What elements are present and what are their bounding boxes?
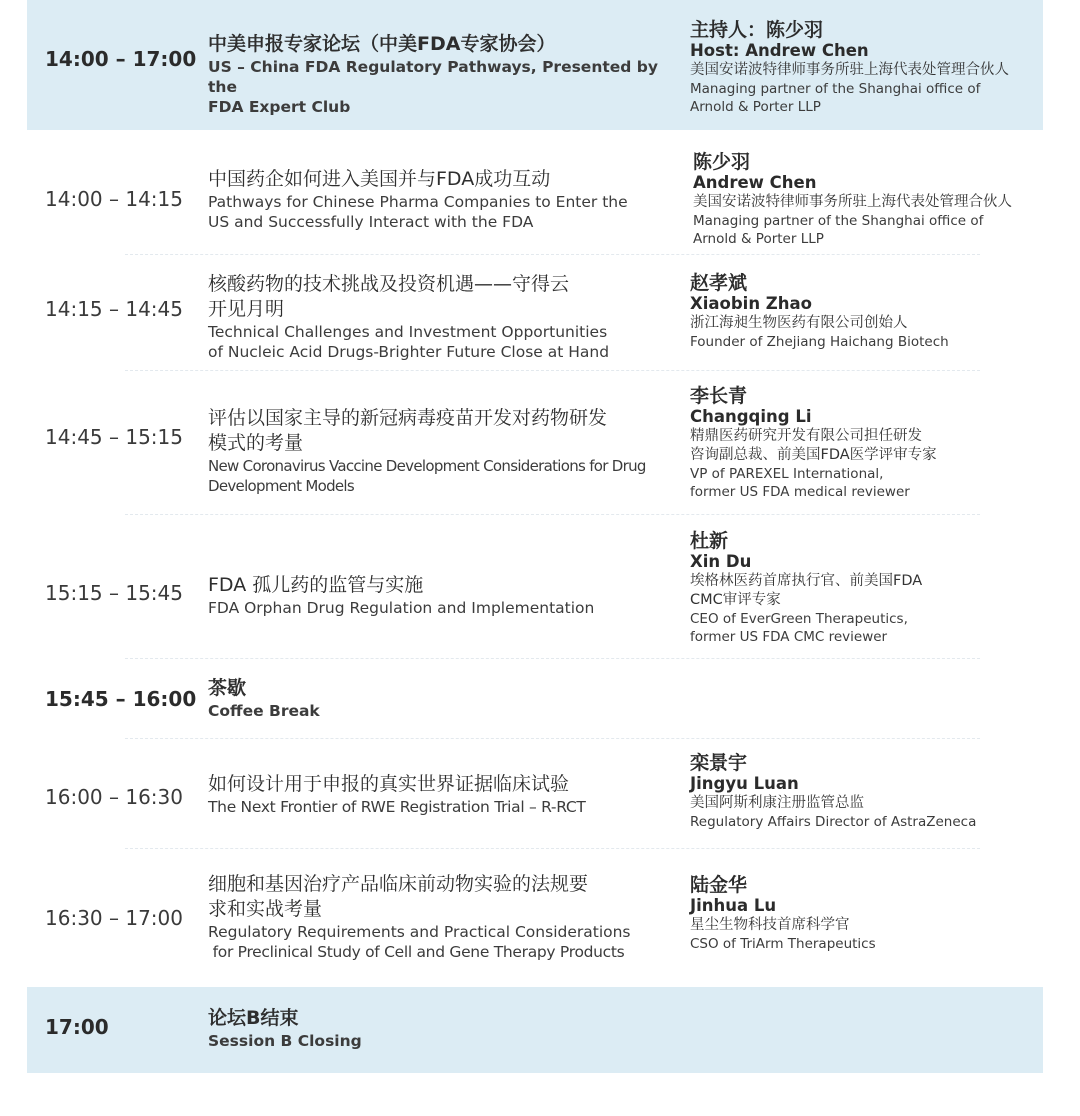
speaker-desc-en: Regulatory Affairs Director of AstraZeneca <box>690 814 977 830</box>
title-en-line: Coffee Break <box>208 702 320 720</box>
talk-title <box>208 872 678 962</box>
speaker-name-zh: 栾景宇 <box>690 752 748 774</box>
talk-title <box>208 406 678 496</box>
speaker-info <box>693 151 1043 248</box>
speaker-desc-en: former US FDA CMC reviewer <box>690 629 888 645</box>
title-zh: 如何设计用于申报的真实世界证据临床试验 <box>208 773 570 795</box>
host-info <box>690 19 1040 116</box>
talk-title <box>208 772 678 817</box>
speaker-desc-zh: 咨询副总裁、前美国FDA医学评审专家 <box>690 447 937 463</box>
title-zh: 开见月明 <box>208 298 285 320</box>
time-slot: 16:30 – 17:00 <box>45 906 183 930</box>
talk-title <box>208 573 678 618</box>
host-desc-en: Arnold & Porter LLP <box>690 99 821 115</box>
host-desc-en: Managing partner of the Shanghai office of <box>690 81 981 97</box>
title-zh: 茶歇 <box>208 677 247 699</box>
row-divider <box>125 848 980 849</box>
speaker-desc-zh: 星尘生物科技首席科学官 <box>690 917 850 933</box>
speaker-desc-en: Managing partner of the Shanghai office of <box>693 213 984 229</box>
speaker-name-zh: 赵孝斌 <box>690 272 748 294</box>
title-en-line: of Nucleic Acid Drugs-Brighter Future Close at Hand <box>208 343 610 361</box>
session-title <box>208 32 678 117</box>
agenda-row <box>27 516 1043 658</box>
agenda-row <box>27 850 1043 986</box>
title-zh: FDA 孤儿药的监管与实施 <box>208 574 424 596</box>
time-slot: 14:45 – 15:15 <box>45 425 183 449</box>
title-en-line: FDA Orphan Drug Regulation and Implementation <box>208 599 595 617</box>
title-zh: 核酸药物的技术挑战及投资机遇——守得云 <box>208 273 570 295</box>
speaker-name-en: Jinhua Lu <box>690 896 777 915</box>
speaker-desc-en: former US FDA medical reviewer <box>690 484 910 500</box>
row-divider <box>125 658 980 659</box>
title-en-line: for Preclinical Study of Cell and Gene Therapy Products <box>208 943 625 961</box>
speaker-name-en: Xin Du <box>690 552 752 571</box>
host-desc-zh: 美国安诺波特律师事务所驻上海代表处管理合伙人 <box>690 62 1009 78</box>
speaker-desc-zh: 埃格林医药首席执行官、前美国FDA <box>690 573 923 589</box>
talk-title <box>208 167 678 232</box>
agenda-row <box>27 130 1043 254</box>
speaker-desc-en: CSO of TriArm Therapeutics <box>690 936 876 952</box>
speaker-desc-en: Founder of Zhejiang Haichang Biotech <box>690 334 949 350</box>
title-en-line: Regulatory Requirements and Practical Considerations <box>208 923 631 941</box>
row-divider <box>125 514 980 515</box>
speaker-info <box>690 530 1040 646</box>
agenda-row-break <box>27 660 1043 738</box>
title-zh: 细胞和基因治疗产品临床前动物实验的法规要 <box>208 873 589 895</box>
title-en-line: Pathways for Chinese Pharma Companies to Enter the <box>208 193 628 211</box>
agenda-row-session-header <box>27 0 1043 130</box>
title-en-line: Development Models <box>208 477 354 495</box>
closing-title <box>208 1006 678 1051</box>
time-slot: 15:15 – 15:45 <box>45 581 183 605</box>
title-zh: 模式的考量 <box>208 432 304 454</box>
title-zh: 中美申报专家论坛（中美FDA专家协会） <box>208 33 556 55</box>
speaker-desc-zh: 精鼎医药研究开发有限公司担任研发 <box>690 428 922 444</box>
title-en-line: Technical Challenges and Investment Opportunities <box>208 323 608 341</box>
time-slot: 16:00 – 16:30 <box>45 785 183 809</box>
speaker-name-en: Andrew Chen <box>693 173 817 192</box>
title-en-line: The Next Frontier of RWE Registration Trial – R-RCT <box>208 798 586 816</box>
speaker-name-zh: 陈少羽 <box>693 151 751 173</box>
speaker-name-en: Xiaobin Zhao <box>690 294 812 313</box>
speaker-name-zh: 陆金华 <box>690 874 748 896</box>
talk-title <box>208 272 678 362</box>
row-divider <box>125 254 980 255</box>
time-slot: 14:00 – 17:00 <box>45 47 197 71</box>
speaker-name-en: Jingyu Luan <box>690 774 799 793</box>
speaker-info <box>690 272 1040 351</box>
time-slot: 15:45 – 16:00 <box>45 687 197 711</box>
time-slot: 17:00 <box>45 1015 109 1039</box>
time-slot: 14:00 – 14:15 <box>45 187 183 211</box>
time-slot: 14:15 – 14:45 <box>45 297 183 321</box>
agenda-row-closing <box>27 987 1043 1073</box>
speaker-name-en: Changqing Li <box>690 407 812 426</box>
host-name-zh: 主持人：陈少羽 <box>690 19 824 41</box>
title-en-line: Session B Closing <box>208 1032 362 1050</box>
row-divider <box>125 370 980 371</box>
speaker-name-zh: 李长青 <box>690 385 748 407</box>
title-zh: 中国药企如何进入美国并与FDA成功互动 <box>208 168 551 190</box>
speaker-desc-zh: CMC审评专家 <box>690 592 781 608</box>
host-name-en: Host: Andrew Chen <box>690 41 869 60</box>
speaker-desc-en: Arnold & Porter LLP <box>693 231 824 247</box>
speaker-desc-en: VP of PAREXEL International, <box>690 466 884 482</box>
speaker-desc-en: CEO of EverGreen Therapeutics, <box>690 611 908 627</box>
speaker-name-zh: 杜新 <box>690 530 729 552</box>
title-en-line: New Coronavirus Vaccine Development Considerations for Drug <box>208 457 646 475</box>
speaker-desc-zh: 浙江海昶生物医药有限公司创始人 <box>690 315 908 331</box>
speaker-desc-zh: 美国阿斯利康注册监管总监 <box>690 795 864 811</box>
title-en-line: US and Successfully Interact with the FDA <box>208 213 534 231</box>
break-title <box>208 676 678 721</box>
speaker-info <box>690 385 1040 501</box>
title-zh: 论坛B结束 <box>208 1007 299 1029</box>
speaker-info <box>690 874 1040 953</box>
agenda-row <box>27 256 1043 370</box>
title-zh: 求和实战考量 <box>208 898 323 920</box>
row-divider <box>125 738 980 739</box>
title-en-line: FDA Expert Club <box>208 98 351 116</box>
speaker-desc-zh: 美国安诺波特律师事务所驻上海代表处管理合伙人 <box>693 194 1012 210</box>
agenda-row <box>27 740 1043 848</box>
speaker-info <box>690 752 1040 831</box>
agenda-row <box>27 372 1043 514</box>
title-zh: 评估以国家主导的新冠病毒疫苗开发对药物研发 <box>208 407 608 429</box>
title-en-line: US – China FDA Regulatory Pathways, Presented by the <box>208 58 658 96</box>
